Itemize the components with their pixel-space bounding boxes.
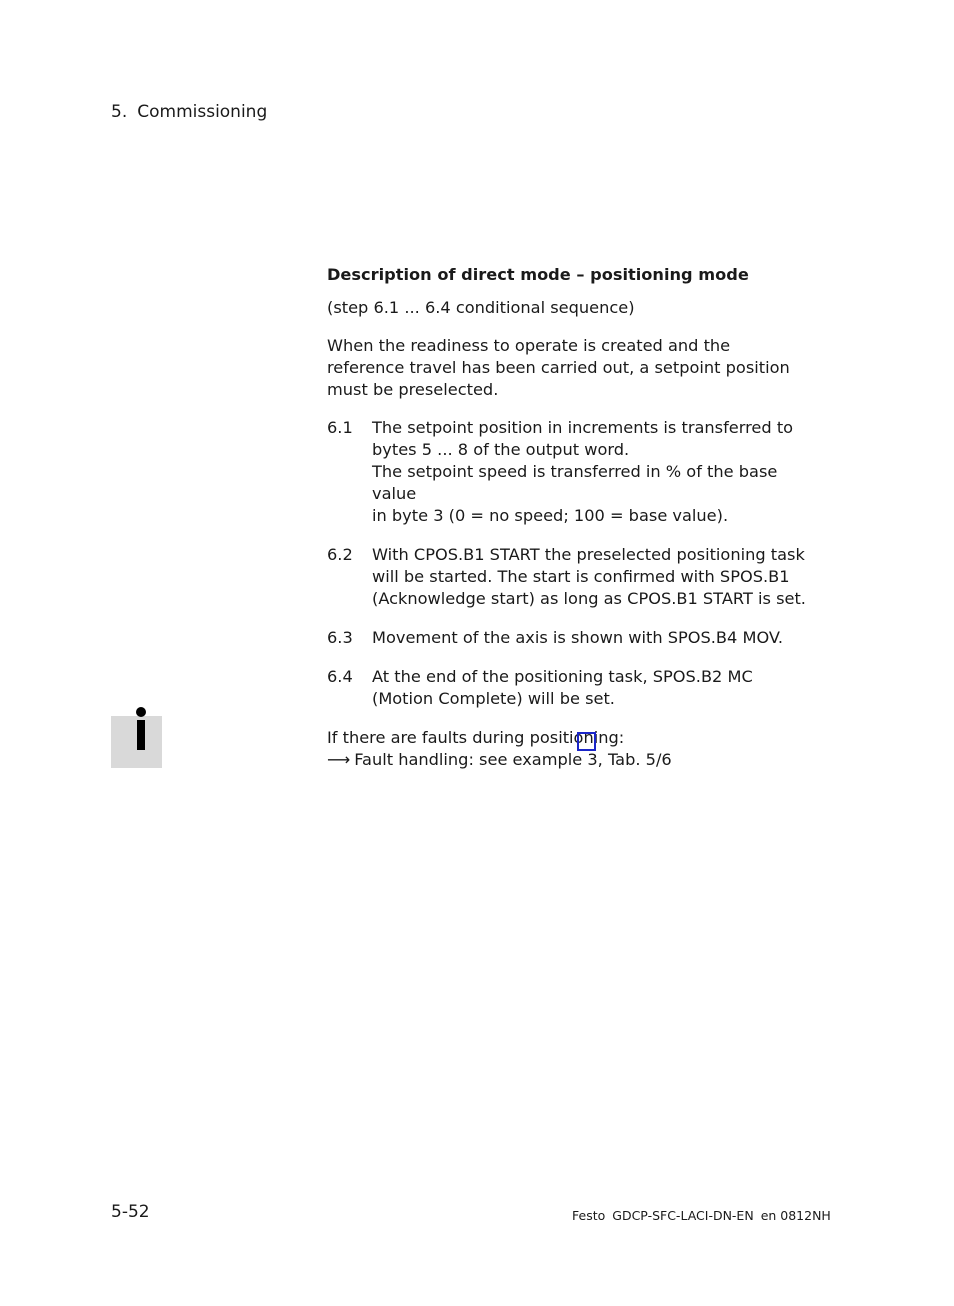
step-item [327,666,807,710]
fault-handling-link[interactable]: Fault handling: see example 3, Tab. 5/6 [354,750,672,769]
section-subtitle: (step 6.1 ... 6.4 conditional sequence) [327,298,635,317]
info-icon-stem [137,720,145,750]
intro-paragraph: When the readiness to operate is created and the reference travel has been carried out, a setpoint position must be preselected. [327,336,790,399]
step-line: Movement of the axis is shown with SPOS.B4 MOV. [372,628,784,647]
chapter-header [111,102,267,122]
chapter-title: Commissioning [137,102,268,122]
step-line: in byte 3 (0 = no speed; 100 = base value). [372,506,729,525]
chapter-number: 5. [111,102,128,122]
step-text [372,417,807,527]
step-line: The setpoint position in increments is transferred to [372,418,794,437]
fault-note [327,727,807,771]
step-line: (Acknowledge start) as long as CPOS.B1 START is set. [372,589,806,608]
table-link-highlight[interactable] [577,732,596,751]
step-text [372,544,807,610]
step-text [372,627,807,649]
step-number: 6.2 [327,545,353,564]
note-reference [327,749,807,771]
section-title: Description of direct mode – positioning mode [327,265,749,284]
footer-doc-info [572,1208,838,1223]
arrow-icon: ⟶ [327,750,351,769]
info-icon-dot [136,707,146,717]
step-line: At the end of the positioning task, SPOS.B2 MC [372,667,753,686]
step-line: will be started. The start is confirmed with SPOS.B1 [372,567,790,586]
step-number: 6.1 [327,418,353,437]
step-line: (Motion Complete) will be set. [372,689,615,708]
step-number: 6.3 [327,628,353,647]
note-text: If there are faults during positioning: [327,728,625,747]
step-item [327,544,807,610]
step-line: bytes 5 ... 8 of the output word. [372,440,630,459]
step-item [327,627,807,649]
step-text [372,666,807,710]
section-content [327,264,807,771]
step-line: With CPOS.B1 START the preselected positioning task [372,545,805,564]
footer-version: en 0812NH [760,1208,831,1223]
step-item [327,417,807,527]
footer-brand: Festo [572,1208,606,1223]
step-number: 6.4 [327,667,353,686]
page-number: 5-52 [111,1202,150,1222]
step-line: The setpoint speed is transferred in % of the base value [372,462,778,503]
footer-doc-id: GDCP-SFC-LACI-DN-EN [612,1208,754,1223]
